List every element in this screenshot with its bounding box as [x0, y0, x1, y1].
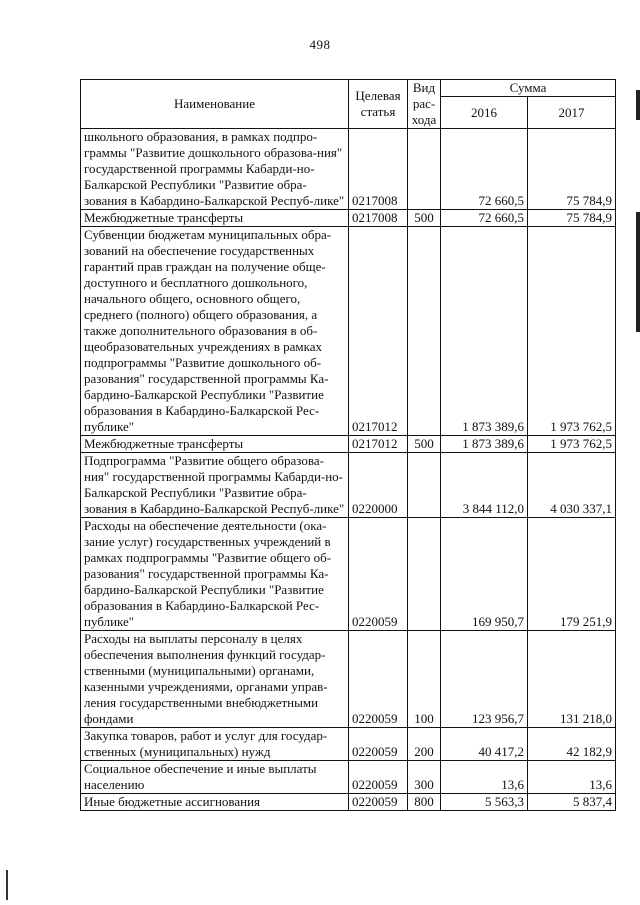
- table-row: [81, 761, 616, 794]
- row-kind: 500: [408, 210, 441, 227]
- row-code: 0220059: [349, 761, 408, 794]
- row-sum-2017: 179 251,9: [528, 518, 616, 631]
- row-sum-2016: 169 950,7: [441, 518, 528, 631]
- row-sum-2016: 13,6: [441, 761, 528, 794]
- table-row: [81, 453, 616, 518]
- row-sum-2016: 3 844 112,0: [441, 453, 528, 518]
- row-kind: 800: [408, 794, 441, 811]
- row-kind: [408, 129, 441, 210]
- row-sum-2016: 1 873 389,6: [441, 227, 528, 436]
- row-code: 0220059: [349, 518, 408, 631]
- row-sum-2017: 1 973 762,5: [528, 227, 616, 436]
- row-code: 0220059: [349, 631, 408, 728]
- row-sum-2016: 1 873 389,6: [441, 436, 528, 453]
- header-sum: Сумма: [441, 80, 616, 97]
- row-kind: 200: [408, 728, 441, 761]
- row-code: 0220059: [349, 794, 408, 811]
- row-sum-2016: 40 417,2: [441, 728, 528, 761]
- row-kind: 500: [408, 436, 441, 453]
- header-name: Наименование: [81, 80, 349, 129]
- table-row: [81, 227, 616, 436]
- row-sum-2016: 72 660,5: [441, 129, 528, 210]
- scan-edge-mark: [636, 90, 640, 120]
- header-year-2016: 2016: [441, 97, 528, 129]
- table-row: [81, 210, 616, 227]
- row-kind: [408, 453, 441, 518]
- table-row: [81, 129, 616, 210]
- row-name: Субвенции бюджетам муниципальных обра-зований на обеспечение государственных гарантий прав граждан на получение обще-доступного и бесплатного дошкольного, начального общего, основного общего, среднего (полного) общего образования, а также дополнительного образования в об-щеобразовательных учреждениях в рамках подпрограммы "Развитие дошкольного об-разования" государственной программы Ка-бардино-Балкарской Республики "Развитие образования в Кабардино-Балкарской Рес-публике": [81, 227, 349, 436]
- scan-margin-mark: [6, 870, 8, 900]
- row-code: 0220000: [349, 453, 408, 518]
- row-name: Подпрограмма "Развитие общего образова-ния" государственной программы Кабарди-но-Балкарской Республики "Развитие обра-зования в Кабардино-Балкарской Респуб-лике": [81, 453, 349, 518]
- row-sum-2017: 42 182,9: [528, 728, 616, 761]
- row-kind: 300: [408, 761, 441, 794]
- row-name: школьного образования, в рамках подпро-граммы "Развитие дошкольного образова-ния" государственной программы Кабарди-но-Балкарской Республики "Развитие обра-зования в Кабардино-Балкарской Респуб-лике": [81, 129, 349, 210]
- page-number: 498: [309, 37, 331, 52]
- row-code: 0217012: [349, 436, 408, 453]
- table-row: [81, 518, 616, 631]
- table-row: [81, 794, 616, 811]
- row-kind: [408, 227, 441, 436]
- table-row: [81, 631, 616, 728]
- row-name: Закупка товаров, работ и услуг для государ-ственных (муниципальных) нужд: [81, 728, 349, 761]
- table-row: [81, 436, 616, 453]
- row-sum-2017: 75 784,9: [528, 129, 616, 210]
- budget-table: [80, 79, 616, 811]
- header-code: Целевая статья: [349, 80, 408, 129]
- row-code: 0220059: [349, 728, 408, 761]
- row-name: Межбюджетные трансферты: [81, 210, 349, 227]
- row-name: Иные бюджетные ассигнования: [81, 794, 349, 811]
- row-sum-2017: 5 837,4: [528, 794, 616, 811]
- row-name: Межбюджетные трансферты: [81, 436, 349, 453]
- row-kind: 100: [408, 631, 441, 728]
- row-code: 0217012: [349, 227, 408, 436]
- header-kind: Вид рас-хода: [408, 80, 441, 129]
- row-code: 0217008: [349, 210, 408, 227]
- row-sum-2017: 75 784,9: [528, 210, 616, 227]
- row-sum-2016: 72 660,5: [441, 210, 528, 227]
- row-name: Расходы на выплаты персоналу в целях обеспечения выполнения функций государ-ственными (муниципальными) органами, казенными учреждениями, органами управ-ления государственными внебюджетными фондами: [81, 631, 349, 728]
- row-kind: [408, 518, 441, 631]
- scan-edge-mark: [636, 212, 640, 332]
- row-code: 0217008: [349, 129, 408, 210]
- row-name: Социальное обеспечение и иные выплаты населению: [81, 761, 349, 794]
- row-sum-2016: 5 563,3: [441, 794, 528, 811]
- row-sum-2017: 1 973 762,5: [528, 436, 616, 453]
- table-row: [81, 728, 616, 761]
- row-sum-2017: 131 218,0: [528, 631, 616, 728]
- row-sum-2017: 4 030 337,1: [528, 453, 616, 518]
- row-name: Расходы на обеспечение деятельности (ока-зание услуг) государственных учреждений в рамках подпрограммы "Развитие общего об-разования" государственной программы Ка-бардино-Балкарской Республики "Развитие образования в Кабардино-Балкарской Рес-публике": [81, 518, 349, 631]
- header-year-2017: 2017: [528, 97, 616, 129]
- row-sum-2017: 13,6: [528, 761, 616, 794]
- row-sum-2016: 123 956,7: [441, 631, 528, 728]
